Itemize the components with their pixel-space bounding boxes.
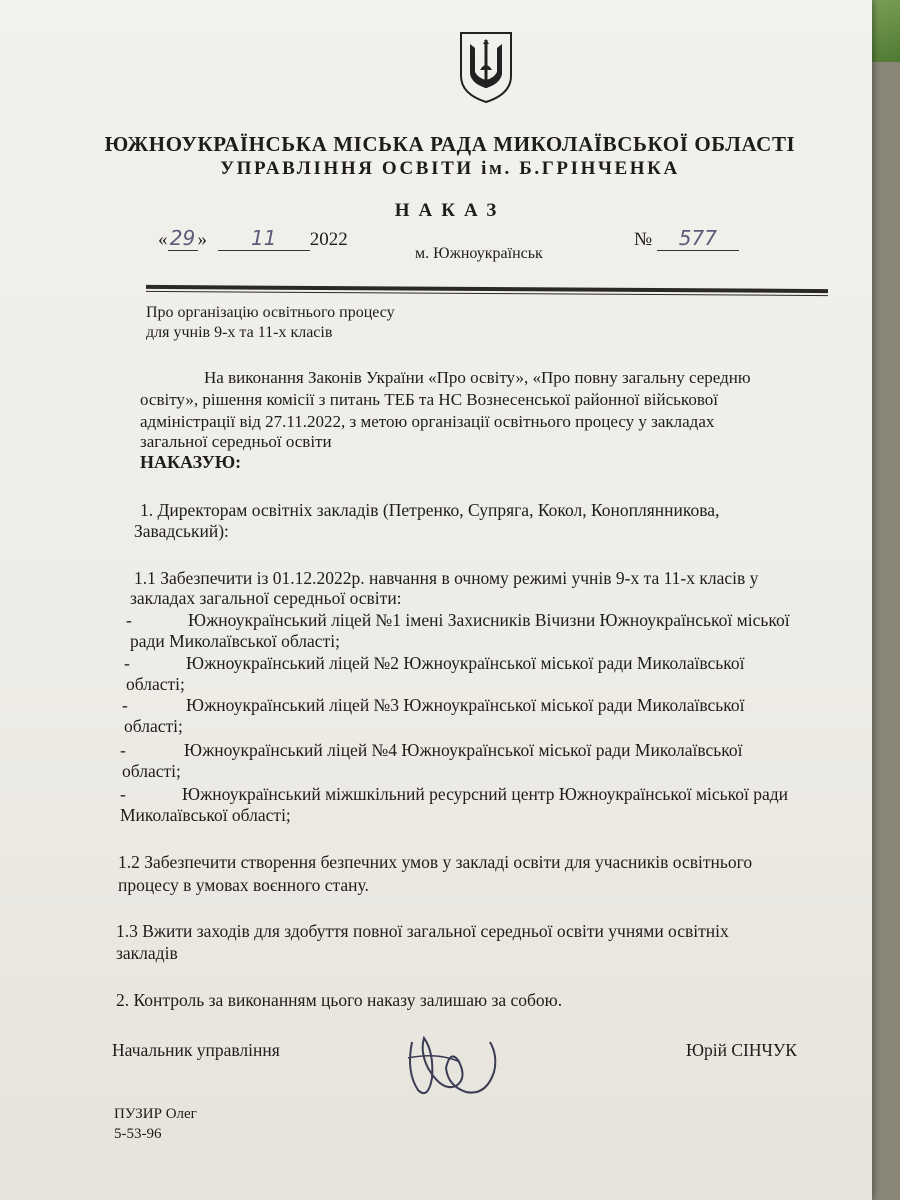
document-type-title: НАКАЗ (394, 200, 506, 221)
item-1-1-line-1: 1.1 Забезпечити із 01.12.2022р. навчання в очному режимі учнів 9-х та 11-х класів у (134, 568, 759, 588)
city-name: м. Южноукраїнськ (415, 245, 543, 262)
date-day: 29 (168, 226, 198, 251)
school-list-item-1-line-2: ради Миколаївської області; (130, 631, 340, 651)
signer-name: Юрій СІНЧУК (686, 1040, 797, 1060)
school-list-item-3-line-1: Южноукраїнський ліцей №3 Южноукраїнської міської ради Миколаївської (186, 695, 745, 715)
trident-emblem-icon (458, 30, 514, 104)
directive-word: НАКАЗУЮ: (140, 452, 242, 472)
school-list-dash: - (124, 653, 130, 673)
item-1-line-1: 1. Директорам освітніх закладів (Петренко, Супряга, Кокол, Коноплянникова, (140, 500, 720, 520)
handwritten-signature-icon (398, 1012, 508, 1102)
date-month: 11 (218, 226, 310, 251)
school-list-item-5-line-2: Миколаївської області; (120, 805, 291, 825)
item-1-2-line-2: процесу в умовах воєнного стану. (118, 875, 369, 895)
signer-position: Начальник управління (112, 1040, 280, 1060)
preamble-line-3: адміністрації від 27.11.2022, з метою організації освітнього процесу у закладах (140, 412, 715, 431)
school-list-dash: - (126, 610, 132, 630)
order-number (634, 226, 739, 251)
school-list-item-1-line-1: Южноукраїнський ліцей №1 імені Захисників Вічизни Южноукраїнської міської (188, 610, 790, 630)
number-value: 577 (657, 226, 739, 251)
preamble-line-1: На виконання Законів України «Про освіту», «Про повну загальну середню (204, 368, 751, 387)
school-list-dash: - (120, 784, 126, 804)
subject-line-2: для учнів 9-х та 11-х класів (146, 324, 333, 341)
executor-name: ПУЗИР Олег (114, 1106, 197, 1122)
organization-name: ЮЖНОУКРАЇНСЬКА МІСЬКА РАДА МИКОЛАЇВСЬКОЇ ОБЛАСТІ (104, 132, 796, 156)
school-list-item-3-line-2: області; (124, 716, 183, 736)
item-1-line-2: Завадський): (134, 521, 229, 541)
school-list-item-4-line-2: області; (122, 761, 181, 781)
quote-open: « (158, 229, 168, 250)
quote-close: » (197, 229, 207, 250)
item-2: 2. Контроль за виконанням цього наказу залишаю за собою. (116, 990, 563, 1010)
school-list-dash: - (122, 695, 128, 715)
school-list-dash: - (120, 740, 126, 760)
school-list-item-2-line-2: області; (126, 674, 185, 694)
order-date (158, 226, 348, 251)
executor-phone: 5-53-96 (114, 1126, 162, 1142)
item-1-3-line-1: 1.3 Вжити заходів для здобуття повної загальної середньої освіти учнями освітніх (116, 921, 729, 941)
date-year: 2022 (309, 229, 348, 250)
preamble-line-4: загальної середньої освіти (140, 432, 332, 451)
item-1-2-line-1: 1.2 Забезпечити створення безпечних умов у закладі освіти для учасників освітнього (118, 852, 753, 872)
preamble-line-2: освіту», рішення комісії з питань ТЕБ та НС Вознесенської районної військової (140, 390, 718, 409)
item-1-3-line-2: закладів (116, 943, 178, 963)
number-label: № (634, 229, 653, 250)
subject-line-1: Про організацію освітнього процесу (146, 304, 395, 321)
school-list-item-4-line-1: Южноукраїнський ліцей №4 Южноукраїнської міської ради Миколаївської (184, 740, 743, 760)
school-list-item-2-line-1: Южноукраїнський ліцей №2 Южноукраїнської міської ради Миколаївської (186, 653, 745, 673)
department-name: УПРАВЛІННЯ ОСВІТИ ім. Б.ГРІНЧЕНКА (220, 158, 680, 179)
school-list-item-5-line-1: Южноукраїнський міжшкільний ресурсний центр Южноукраїнської міської ради (182, 784, 789, 804)
item-1-1-line-2: закладах загальної середньої освіти: (130, 588, 402, 608)
